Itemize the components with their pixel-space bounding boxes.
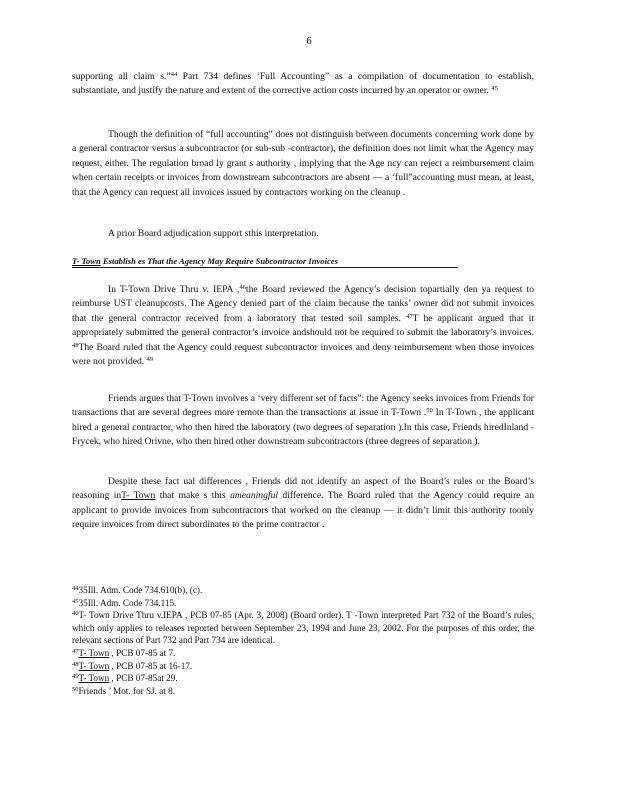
paragraph-5-text-b: In T-Town , the applicant hired a general contractor, who then hired the laboratory (two degrees of separation ).In this case, Friends hiredInland -Frycek, who hired Orivne, who then hired other downstream subcontractors (three degrees of separation ). (72, 407, 534, 448)
footnote-text: , PCB 07-85at 29. (109, 673, 178, 684)
footnote-text: 35Ill. Adm. Code 734.115. (78, 597, 177, 608)
paragraph-4-text-a: In T-Town Drive Thru v. IEPA , (108, 284, 240, 295)
footnotes (72, 584, 534, 697)
footnote-number: 46 (72, 610, 79, 618)
footnote-text: , PCB 07-85 at 7. (109, 647, 176, 658)
paragraph-6-text-b: that make s this (155, 490, 231, 502)
footnote-47 (72, 647, 534, 660)
footnote-ref-47: 47 (406, 312, 413, 320)
footnote-48 (72, 660, 534, 673)
paragraph-6-text-a: Despite these fact ual differences , Friends did not identify an aspect of the Board’s rules or the Board’s reasoning in (72, 476, 534, 502)
paragraph-6 (72, 475, 534, 533)
paragraph-4-text-d: The Board ruled that the Agency could request subcontractor invoices and deny reimbursement when those invoices were not provided. (72, 341, 534, 368)
section-heading-case-name: T- Town (72, 256, 101, 266)
footnote-49 (72, 672, 534, 685)
footnote-text: Friends ’ Mot. for SJ. at 8. (78, 685, 176, 696)
paragraph-2: Though the definition of “full accounting” does not distinguish between documents concerning work done by a general contractor versus a subcontractor (or sub-sub -contractor), the definition does not limit what the Agency may request, either. The regulation broad ly grant s authority , implying that the Age ncy can reject a reimbursement claim when certain receipts or invoices from downstream subcontractors are absent — a ‘full”accounting must mean, at least, that the Agency can request all invoices issued by contractors working on the cleanup . (72, 129, 534, 198)
footnote-44 (72, 584, 534, 597)
footnote-text: T- Town Drive Thru v.IEPA , PCB 07-85 (Apr. 3, 2008) (Board order). T -Town interpreted Part 732 of the Board’s rules, which only applies to releases reported between September 23, 1994 and June 23, 2002. For the purposes of this order, the relevant sections of Part 732 and Part 734 are identical. (72, 610, 534, 646)
page-number: 6 (306, 36, 312, 47)
footnote-case-name: T- Town (78, 673, 110, 684)
footnote-number: 45 (72, 597, 79, 605)
footnote-46 (72, 609, 534, 647)
paragraph-5 (72, 392, 534, 450)
paragraph-4-text-c: T he applicant argued that it appropriately submitted the general contractor’s invoice andshould not be required to submit the laboratory’s invoices. (72, 312, 534, 339)
section-heading-text: Establish es That the Agency May Require Subcontractor Invoices (100, 256, 338, 266)
footnote-number: 47 (72, 647, 79, 655)
footnote-number: 49 (72, 673, 79, 681)
footnote-45 (72, 597, 534, 610)
paragraph-3: A prior Board adjudication support sthis interpretation. (108, 228, 319, 239)
footnote-ref-48: 48 (72, 341, 79, 349)
footnote-number: 50 (72, 685, 79, 693)
footnote-ref-46: 46 (239, 284, 246, 291)
footnote-ref-44: 44 (170, 71, 178, 78)
footnote-ref-45: 45 (491, 85, 498, 93)
paragraph-6-italic: ameaningful (230, 490, 279, 502)
footnote-number: 44 (72, 585, 79, 592)
paragraph-6-text-c: difference. The Board ruled that the Agency could require an applicant to provide invoices from subcontractors that worked on the cleanup — it didn’t limit this authority toonly require invoices from direct subordinates to the prime contractor . (72, 490, 534, 531)
footnote-text: 35Ill. Adm. Code 734.610(b), (c). (78, 585, 203, 595)
section-heading (72, 255, 458, 268)
footnote-case-name: T- Town (78, 660, 110, 671)
footnote-ref-49: 49 (146, 356, 154, 364)
footnote-50 (72, 685, 534, 698)
paragraph-4-text-b: the Board reviewed the Agency’s decision topartially den ya request to reimburse UST cleanupcosts. The Agency denied part of the claim because the tanks’ owner did not submit invoices that the general contractor received from a laboratory that tested soil samples. (72, 284, 534, 324)
footnote-ref-50: 50 (426, 407, 433, 415)
paragraph-6-case-name: T- Town (121, 490, 156, 502)
footnote-case-name: T- Town (78, 647, 110, 658)
paragraph-4 (72, 283, 534, 369)
footnote-separator (72, 574, 212, 575)
footnote-number: 48 (72, 660, 79, 668)
paragraph-1-text-a: supporting all claim s.” (72, 71, 171, 82)
paragraph-1-text-b: Part 734 defines ‘Full Accounting” as a compilation of documentation to establish, substantiate, and justify the nature and extent of the corrective action costs incurred by an operator or owner. (72, 71, 534, 97)
footnote-text: , PCB 07-85 at 16-17. (109, 660, 193, 671)
paragraph-5-text-a: Friends argues that T-Town involves a ‘very different set of facts”: the Agency seeks invoices from Friends for transactions that are several degrees more remote than the transactions at issue in T-Town . (72, 393, 534, 419)
paragraph-1 (72, 70, 534, 99)
